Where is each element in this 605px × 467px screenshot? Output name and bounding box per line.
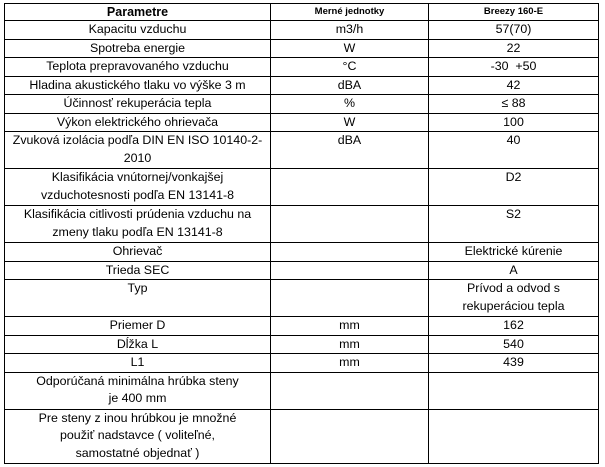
table-row [5, 58, 599, 77]
row-parameter: Dĺžka L [5, 335, 271, 354]
row-value: Prívod a odvod s rekuperáciou tepla [429, 280, 599, 317]
header-model: Breezy 160-E [429, 4, 599, 21]
row-value: Elektrické kúrenie [429, 243, 599, 262]
row-parameter: L1 [5, 354, 271, 373]
header-row [5, 4, 599, 21]
table-row [5, 76, 599, 95]
row-value: 42 [429, 76, 599, 95]
row-value: 22 [429, 39, 599, 58]
row-unit: mm [271, 335, 429, 354]
table-row [5, 243, 599, 262]
row-value: D2 [429, 169, 599, 206]
row-unit: m3/h [271, 21, 429, 40]
row-value: A [429, 261, 599, 280]
row-unit [271, 243, 429, 262]
specification-table [4, 3, 599, 464]
row-value: 540 [429, 335, 599, 354]
table-row [5, 335, 599, 354]
row-unit [271, 206, 429, 243]
row-parameter: Priemer D [5, 317, 271, 336]
table-row [5, 21, 599, 40]
header-unit: Merné jednotky [271, 4, 429, 21]
row-parameter: Hladina akustického tlaku vo výške 3 m [5, 76, 271, 95]
row-value: ≤ 88 [429, 95, 599, 114]
row-value [429, 409, 599, 463]
row-value: 100 [429, 113, 599, 132]
row-parameter: Klasifikácia vnútornej/vonkajšej vzduchotesnosti podľa EN 13141-8 [5, 169, 271, 206]
table-row [5, 261, 599, 280]
table-row [5, 39, 599, 58]
row-parameter: Výkon elektrického ohrievača [5, 113, 271, 132]
row-parameter: Pre steny z inou hrúbkou je množné použiť nadstavce ( voliteľné, samostatné objednať ) [5, 409, 271, 463]
row-value: 439 [429, 354, 599, 373]
row-parameter: Spotreba energie [5, 39, 271, 58]
row-unit: W [271, 39, 429, 58]
header-parameter: Parametre [5, 4, 271, 21]
table-row [5, 354, 599, 373]
row-value: 162 [429, 317, 599, 336]
row-unit: % [271, 95, 429, 114]
row-parameter: Klasifikácia citlivosti prúdenia vzduchu na zmeny tlaku podľa EN 13141-8 [5, 206, 271, 243]
row-unit [271, 280, 429, 317]
row-parameter: Trieda SEC [5, 261, 271, 280]
row-value: -30 +50 [429, 58, 599, 77]
row-unit: W [271, 113, 429, 132]
table-row [5, 132, 599, 169]
row-parameter: Ohrievač [5, 243, 271, 262]
table-row [5, 95, 599, 114]
row-unit: mm [271, 354, 429, 373]
row-unit: dBA [271, 132, 429, 169]
row-parameter: Zvuková izolácia podľa DIN EN ISO 10140-2- 2010 [5, 132, 271, 169]
row-parameter: Odporúčaná minimálna hrúbka steny je 400 mm [5, 372, 271, 409]
row-unit [271, 261, 429, 280]
row-value: 40 [429, 132, 599, 169]
row-unit [271, 409, 429, 463]
row-unit: dBA [271, 76, 429, 95]
row-value: S2 [429, 206, 599, 243]
row-unit [271, 169, 429, 206]
row-parameter: Typ [5, 280, 271, 317]
row-unit: °C [271, 58, 429, 77]
table-row [5, 280, 599, 317]
row-parameter: Kapacitu vzduchu [5, 21, 271, 40]
table-row [5, 372, 599, 409]
table-row [5, 169, 599, 206]
table-row [5, 206, 599, 243]
table-row [5, 317, 599, 336]
table-row [5, 113, 599, 132]
table-row [5, 409, 599, 463]
row-parameter: Teplota prepravovaného vzduchu [5, 58, 271, 77]
row-unit: mm [271, 317, 429, 336]
row-value: 57(70) [429, 21, 599, 40]
row-value [429, 372, 599, 409]
row-unit [271, 372, 429, 409]
row-parameter: Účinnosť rekuperácia tepla [5, 95, 271, 114]
